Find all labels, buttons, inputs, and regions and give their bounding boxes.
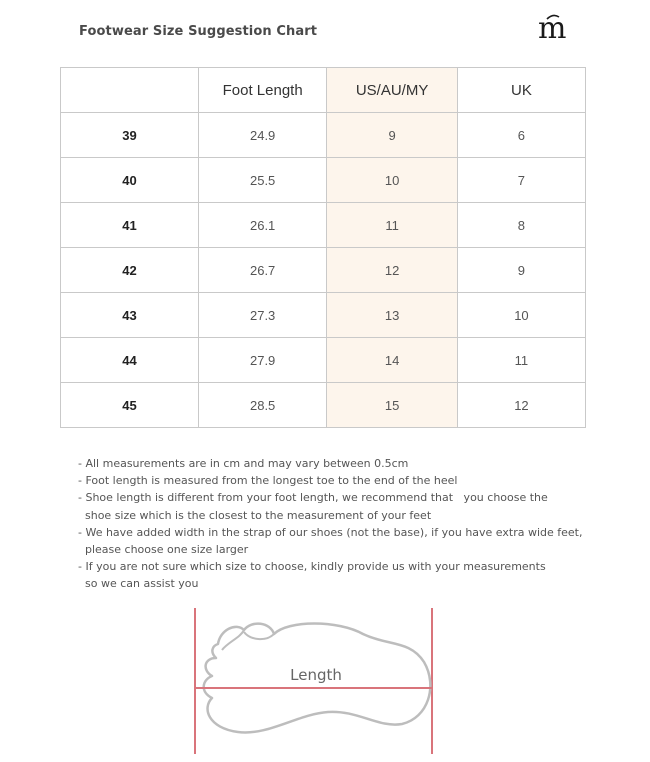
cell-foot-length: 25.5 <box>198 158 326 203</box>
toe-outline-icon <box>222 630 244 650</box>
cell-us: 15 <box>327 383 458 428</box>
table-row <box>61 293 586 338</box>
cell-us: 10 <box>327 158 458 203</box>
cell-us: 14 <box>327 338 458 383</box>
cell-us: 12 <box>327 248 458 293</box>
cell-foot-length: 26.1 <box>198 203 326 248</box>
table-row <box>61 338 586 383</box>
note-line: shoe size which is the closest to the measurement of your feet <box>78 508 432 522</box>
table-row <box>61 113 586 158</box>
brand-logo: m <box>538 11 567 46</box>
note-line: please choose one size larger <box>78 543 249 557</box>
note-line: so we can assist you <box>78 577 199 591</box>
cell-uk: 6 <box>457 113 585 158</box>
cell-uk: 10 <box>457 293 585 338</box>
note-line: - Foot length is measured from the longest toe to the end of the heel <box>78 474 458 488</box>
note-line: - Shoe length is different from your foot length, we recommend that you choose the <box>78 491 548 505</box>
cell-foot-length: 27.3 <box>198 293 326 338</box>
cell-eu: 45 <box>61 383 199 428</box>
cell-uk: 12 <box>457 383 585 428</box>
cell-eu: 39 <box>61 113 199 158</box>
cell-uk: 11 <box>457 338 585 383</box>
table-row <box>61 248 586 293</box>
cell-uk: 8 <box>457 203 585 248</box>
cell-us: 11 <box>327 203 458 248</box>
cell-foot-length: 28.5 <box>198 383 326 428</box>
page-title: Footwear Size Suggestion Chart <box>79 24 318 39</box>
table-row <box>61 203 586 248</box>
cell-foot-length: 24.9 <box>198 113 326 158</box>
header-eu <box>61 68 199 113</box>
header-uk: UK <box>457 68 585 113</box>
measurement-notes <box>78 455 582 593</box>
foot-length-diagram <box>188 600 448 756</box>
logo-accent-icon <box>546 14 560 20</box>
note-line: - We have added width in the strap of our shoes (not the base), if you have extra wide feet, <box>78 525 583 539</box>
length-label: Length <box>290 666 342 684</box>
cell-foot-length: 26.7 <box>198 248 326 293</box>
table-row <box>61 158 586 203</box>
table-row <box>61 383 586 428</box>
cell-us: 13 <box>327 293 458 338</box>
cell-uk: 7 <box>457 158 585 203</box>
cell-us: 9 <box>327 113 458 158</box>
cell-eu: 44 <box>61 338 199 383</box>
cell-foot-length: 27.9 <box>198 338 326 383</box>
cell-eu: 43 <box>61 293 199 338</box>
header-us-au-my: US/AU/MY <box>327 68 458 113</box>
note-line: - If you are not sure which size to choose, kindly provide us with your measurements <box>78 560 546 574</box>
cell-uk: 9 <box>457 248 585 293</box>
cell-eu: 40 <box>61 158 199 203</box>
cell-eu: 41 <box>61 203 199 248</box>
header-foot-length: Foot Length <box>198 68 326 113</box>
note-line: - All measurements are in cm and may vary between 0.5cm <box>78 457 409 470</box>
cell-eu: 42 <box>61 248 199 293</box>
table-header-row <box>61 68 586 113</box>
toe-outline-icon <box>244 632 274 639</box>
size-chart-table <box>60 67 586 428</box>
